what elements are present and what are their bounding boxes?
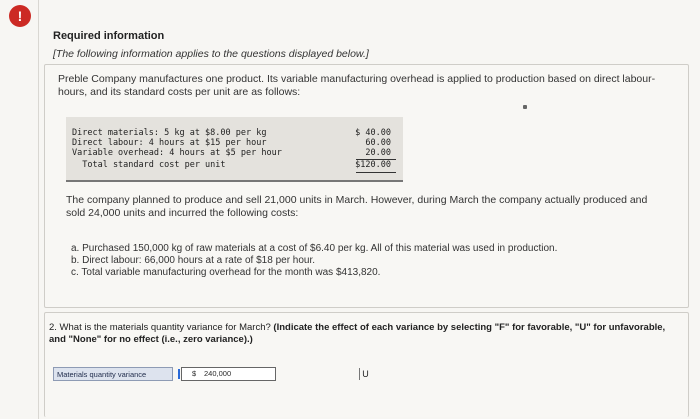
applies-note: [The following information applies to the questions displayed below.] bbox=[53, 48, 369, 60]
total-rule bbox=[356, 172, 396, 173]
cost-value: 60.00 bbox=[365, 138, 391, 148]
question-text bbox=[49, 322, 679, 346]
list-item: c. Total variable manufacturing overhead for the month was $413,820. bbox=[71, 267, 381, 278]
info-panel bbox=[44, 64, 689, 308]
actual-production-paragraph: The company planned to produce and sell 21,000 units in March. However, during March the company actually produced and sold 24,000 units and incurred the following costs: bbox=[66, 194, 648, 219]
cost-label: Direct labour: 4 hours at $15 per hour bbox=[72, 138, 267, 148]
left-divider bbox=[38, 0, 39, 419]
question-panel bbox=[44, 312, 689, 417]
question-prompt: 2. What is the materials quantity variance for March? bbox=[49, 322, 271, 333]
cost-value: $ 40.00 bbox=[355, 128, 391, 138]
list-item: b. Direct labour: 66,000 hours at a rate of $18 per hour. bbox=[71, 255, 316, 266]
materials-quantity-variance-label: Materials quantity variance bbox=[53, 367, 173, 381]
list-item: a. Purchased 150,000 kg of raw materials at a cost of $6.40 per kg. All of this material was used in production. bbox=[71, 243, 558, 254]
variance-amount-value[interactable]: 240,000 bbox=[204, 369, 232, 378]
input-marker bbox=[178, 369, 180, 379]
required-information-title: Required information bbox=[53, 30, 165, 42]
variance-effect-select[interactable]: U bbox=[359, 368, 371, 380]
intro-paragraph: Preble Company manufactures one product. Its variable manufacturing overhead is applied to production based on direct labour-hours, and its standard costs per unit are as follows: bbox=[58, 73, 656, 98]
actual-costs-list bbox=[71, 243, 557, 279]
variance-amount-input[interactable] bbox=[181, 367, 369, 381]
cost-label: Total standard cost per unit bbox=[72, 160, 226, 170]
table-bottom-rule bbox=[66, 180, 403, 182]
cost-value: $120.00 bbox=[355, 160, 391, 170]
alert-icon: ! bbox=[9, 5, 31, 27]
cost-label: Variable overhead: 4 hours at $5 per hour bbox=[72, 148, 282, 158]
cost-row-total bbox=[72, 160, 397, 171]
mouse-cursor-icon bbox=[523, 105, 527, 109]
cost-row-overhead bbox=[72, 148, 397, 159]
standard-cost-table bbox=[66, 117, 403, 182]
cost-value: 20.00 bbox=[365, 148, 391, 158]
cost-label: Direct materials: 5 kg at $8.00 per kg bbox=[72, 128, 267, 138]
question-instruction: (Indicate the effect of each variance by selecting "F" for favorable, "U" for unfavorable, and "None" for no effect (i.e., zero variance).) bbox=[49, 322, 666, 345]
currency-symbol: $ bbox=[192, 369, 197, 378]
